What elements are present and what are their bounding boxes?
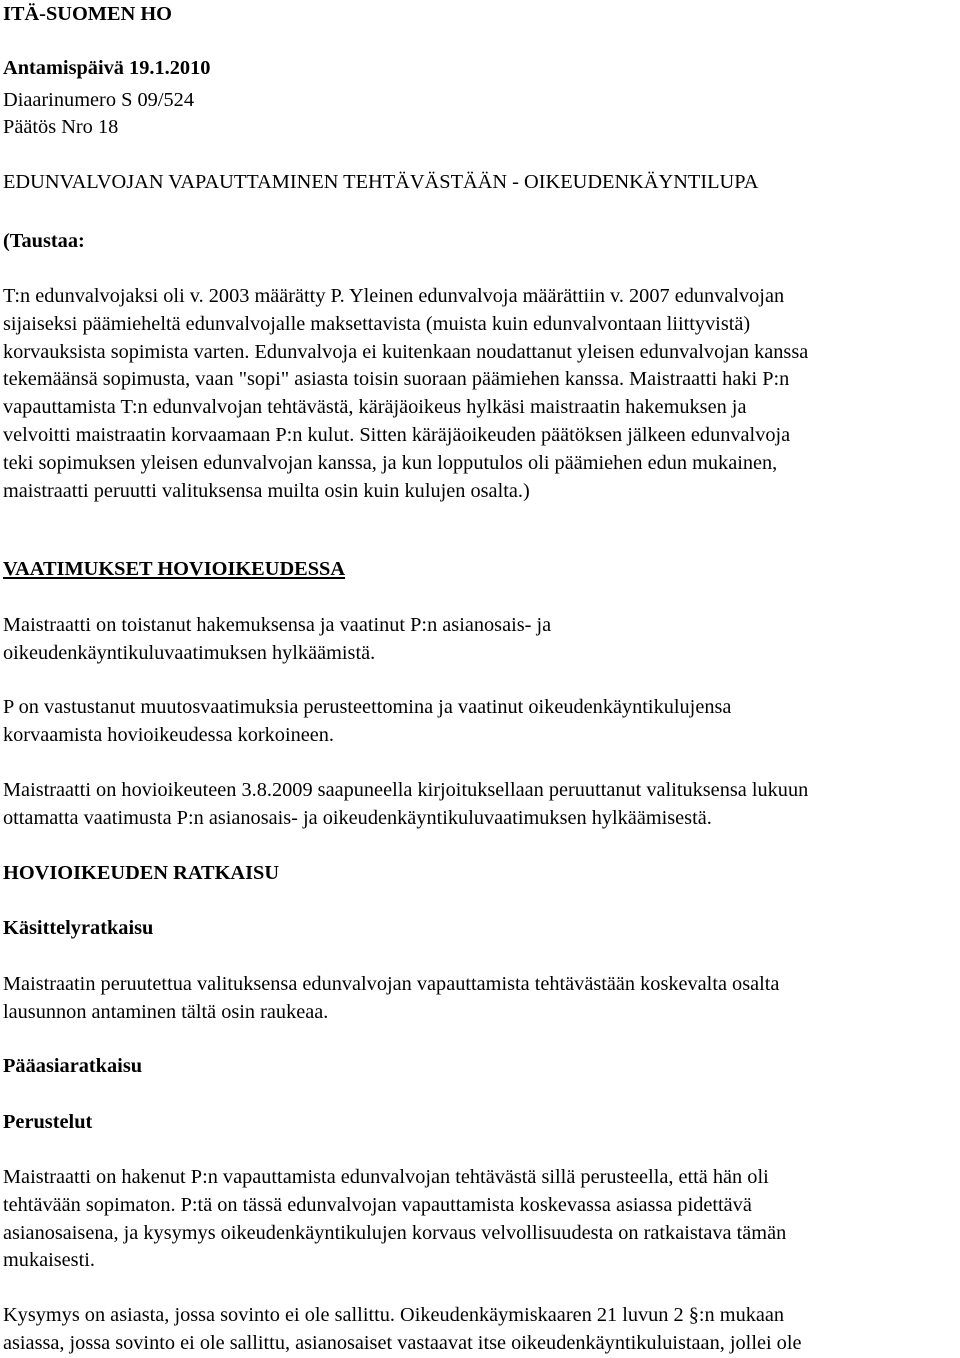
text-line: korvauksista sopimista varten. Edunvalvoja ei kuitenkaan noudattanut yleisen edunvalvojan kanssa bbox=[3, 340, 809, 363]
text-line: T:n edunvalvojaksi oli v. 2003 määrätty P. Yleinen edunvalvoja määrättiin v. 2007 edunvalvojan bbox=[3, 285, 785, 307]
decision-number: Päätös Nro 18 bbox=[3, 116, 119, 138]
text-line: mukaisesti. bbox=[3, 1249, 95, 1272]
procedural-paragraph bbox=[3, 971, 956, 1027]
grounds-paragraph-1 bbox=[3, 1164, 956, 1275]
text-line: tehtävään sopimaton. P:tä on tässä edunvalvojan vapauttamista koskevassa asiassa pidettävä bbox=[3, 1193, 752, 1216]
diary-number: Diaarinumero S 09/524 bbox=[3, 89, 195, 111]
claims-paragraph-2 bbox=[3, 694, 956, 750]
claims-paragraph-1 bbox=[3, 612, 956, 668]
text-line: tekemäänsä sopimusta, vaan "sopi" asiasta toisin suoraan päämiehen kanssa. Maistraatti haki P:n bbox=[3, 368, 790, 391]
text-line: Maistraatti on hakenut P:n vapauttamista edunvalvojan tehtävästä sillä perusteella, että hän oli bbox=[3, 1166, 769, 1188]
text-line: Maistraatti on hovioikeuteen 3.8.2009 saapuneella kirjoituksellaan peruuttanut valituksensa lukuun bbox=[3, 779, 809, 801]
document-title: EDUNVALVOJAN VAPAUTTAMINEN TEHTÄVÄSTÄÄN - OIKEUDENKÄYNTILUPA bbox=[3, 171, 759, 193]
text-line: P on vastustanut muutosvaatimuksia perusteettomina ja vaatinut oikeudenkäyntikulujensa bbox=[3, 696, 732, 718]
claims-heading: VAATIMUKSET HOVIOIKEUDESSA bbox=[3, 558, 346, 580]
procedural-heading: Käsittelyratkaisu bbox=[3, 917, 154, 939]
court-name: ITÄ-SUOMEN HO bbox=[3, 3, 173, 25]
decision-date: Antamispäivä 19.1.2010 bbox=[3, 57, 211, 79]
text-line: oikeudenkäyntikuluvaatimuksen hylkäämistä. bbox=[3, 641, 376, 664]
text-line: teki sopimuksen yleisen edunvalvojan kanssa, ja kun lopputulos oli päämiehen edun mukainen, bbox=[3, 451, 778, 474]
text-line: maistraatti peruutti valituksensa muilta osin kuin kulujen osalta.) bbox=[3, 479, 530, 502]
text-line: asianosaisena, ja kysymys oikeudenkäyntikulujen korvaus velvollisuudesta on ratkaistava tämän bbox=[3, 1221, 787, 1244]
ruling-heading: HOVIOIKEUDEN RATKAISU bbox=[3, 862, 280, 884]
background-paragraph bbox=[3, 283, 956, 505]
background-heading: (Taustaa: bbox=[3, 230, 85, 252]
grounds-heading: Perustelut bbox=[3, 1111, 93, 1133]
claims-paragraph-3 bbox=[3, 777, 956, 833]
text-line: asiassa, jossa sovinto ei ole sallittu, asianosaiset vastaavat itse oikeudenkäyntikuluistaan, jollei ole bbox=[3, 1331, 802, 1354]
text-line: vapauttamista T:n edunvalvojan tehtävästä, käräjäoikeus hylkäsi maistraatin hakemuksen ja bbox=[3, 396, 747, 419]
text-line: lausunnon antaminen tältä osin raukeaa. bbox=[3, 1000, 329, 1023]
grounds-paragraph-2 bbox=[3, 1302, 956, 1358]
text-line: korvaamista hovioikeudessa korkoineen. bbox=[3, 723, 335, 746]
text-line: Kysymys on asiasta, jossa sovinto ei ole sallittu. Oikeudenkäymiskaaren 21 luvun 2 §:n mukaan bbox=[3, 1304, 785, 1326]
main-ruling-heading: Pääasiaratkaisu bbox=[3, 1055, 143, 1077]
text-line: ottamatta vaatimusta P:n asianosais- ja oikeudenkäyntikuluvaatimuksen hylkäämisestä. bbox=[3, 806, 712, 829]
text-line: Maistraatti on toistanut hakemuksensa ja vaatinut P:n asianosais- ja bbox=[3, 614, 552, 636]
text-line: sijaiseksi päämieheltä edunvalvojalle maksettavista (muista kuin edunvalvontaan liittyvistä) bbox=[3, 312, 751, 335]
text-line: Maistraatin peruutettua valituksensa edunvalvojan vapauttamista tehtävästään koskevalta osalta bbox=[3, 973, 780, 995]
text-line: velvoitti maistraatin korvaamaan P:n kulut. Sitten käräjäoikeuden päätöksen jälkeen edunvalvoja bbox=[3, 423, 791, 446]
